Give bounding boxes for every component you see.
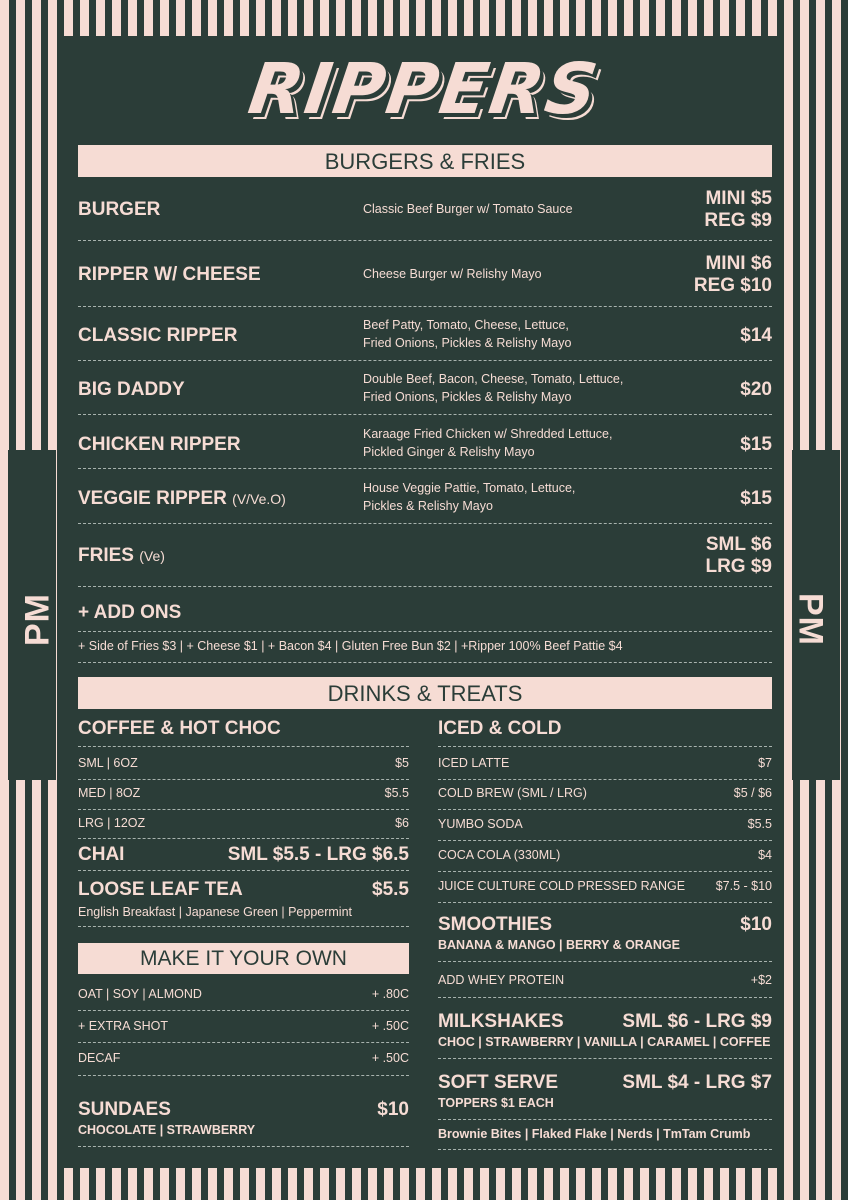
divider: [78, 306, 772, 307]
divider: [78, 746, 409, 747]
smoothies-flavours: BANANA & MANGO | BERRY & ORANGE: [438, 938, 680, 952]
softserve-price: SML $4 - LRG $7: [622, 1072, 772, 1093]
divider: [78, 1146, 409, 1147]
iced-title: ICED & COLD: [438, 718, 562, 739]
milkshakes-label: MILKSHAKES: [438, 1011, 564, 1032]
milkshakes-price: SML $6 - LRG $9: [622, 1011, 772, 1032]
item-desc: Double Beef, Bacon, Cheese, Tomato, Lettuce, Fried Onions, Pickles & Relishy Mayo: [363, 372, 624, 404]
divider: [78, 468, 772, 469]
divider: [438, 1058, 772, 1059]
iced-label: YUMBO SODA: [438, 817, 523, 831]
iced-label: JUICE CULTURE COLD PRESSED RANGE: [438, 879, 686, 893]
item-price: MINI $5 REG $9: [704, 188, 772, 231]
iced-price: $5.5: [747, 817, 772, 831]
iced-price: $7.5 - $10: [715, 879, 772, 893]
divider: [438, 809, 772, 810]
item-name: VEGGIE RIPPER (V/Ve.O): [78, 488, 286, 509]
addon-price: + .80C: [371, 987, 409, 1001]
addons-title: + ADD ONS: [78, 602, 182, 623]
burgers-section-title: BURGERS & FRIES: [78, 145, 772, 177]
drinks-section-title: DRINKS & TREATS: [78, 677, 772, 709]
iced-price: $4: [758, 848, 772, 862]
menu-item: [78, 370, 772, 420]
divider: [438, 746, 772, 747]
item-price: $14: [740, 325, 772, 346]
menu-item: [78, 479, 772, 529]
divider: [438, 1149, 772, 1150]
make-own-title: MAKE IT YOUR OWN: [78, 943, 409, 974]
item-price: $15: [740, 434, 772, 455]
iced-price: $5 / $6: [733, 786, 772, 800]
divider: [78, 360, 772, 361]
divider: [438, 961, 772, 962]
divider: [438, 1119, 772, 1120]
side-label-left: PM: [18, 593, 57, 646]
item-price: $15: [740, 488, 772, 509]
sundaes-flavours: CHOCOLATE | STRAWBERRY: [78, 1123, 256, 1137]
item-desc: Karaage Fried Chicken w/ Shredded Lettuce, Pickled Ginger & Relishy Mayo: [363, 427, 613, 459]
coffee-size-label: MED | 8OZ: [78, 786, 141, 800]
divider: [78, 662, 772, 663]
divider: [78, 631, 772, 632]
coffee-size-price: $6: [395, 816, 409, 830]
coffee-title: COFFEE & HOT CHOC: [78, 718, 281, 739]
divider: [438, 902, 772, 903]
divider: [78, 838, 409, 839]
chai-price: SML $5.5 - LRG $6.5: [227, 844, 409, 865]
divider: [78, 1042, 409, 1043]
iced-price: $7: [758, 756, 772, 770]
addon-price: + .50C: [371, 1019, 409, 1033]
addon-label: OAT | SOY | ALMOND: [78, 987, 202, 1001]
divider: [438, 871, 772, 872]
divider: [78, 523, 772, 524]
divider: [78, 1075, 409, 1076]
divider: [78, 809, 409, 810]
divider: [78, 1010, 409, 1011]
menu-item: [78, 533, 772, 589]
tea-label: LOOSE LEAF TEA: [78, 879, 243, 900]
side-label-right: PM: [791, 593, 830, 646]
sundaes-label: SUNDAES: [78, 1099, 171, 1120]
addon-label: DECAF: [78, 1051, 121, 1065]
item-name: CHICKEN RIPPER: [78, 434, 241, 455]
item-price: MINI $6 REG $10: [693, 253, 772, 296]
bottom-stripes: [64, 1168, 784, 1200]
item-name: FRIES (Ve): [78, 545, 165, 566]
item-name: RIPPER W/ CHEESE: [78, 264, 261, 285]
chai-label: CHAI: [78, 844, 125, 865]
menu-item: [78, 186, 772, 242]
smoothies-addon-label: ADD WHEY PROTEIN: [438, 973, 565, 987]
tea-price: $5.5: [372, 879, 409, 900]
item-desc: House Veggie Pattie, Tomato, Lettuce, Pickles & Relishy Mayo: [363, 481, 576, 513]
menu-panel: [64, 36, 784, 1168]
softserve-toppers-note: TOPPERS $1 EACH: [438, 1096, 554, 1110]
coffee-size-label: LRG | 12OZ: [78, 816, 146, 830]
divider: [438, 840, 772, 841]
top-stripes: [64, 0, 784, 36]
milkshakes-flavours: CHOC | STRAWBERRY | VANILLA | CARAMEL | COFFEE: [438, 1035, 771, 1049]
smoothies-addon-price: +$2: [750, 973, 772, 987]
menu-item: [78, 316, 772, 366]
menu-item: [78, 251, 772, 307]
item-price: $20: [740, 379, 772, 400]
divider: [78, 414, 772, 415]
softserve-label: SOFT SERVE: [438, 1072, 559, 1093]
softserve-toppers: Brownie Bites | Flaked Flake | Nerds | TmTam Crumb: [438, 1127, 751, 1141]
divider: [78, 586, 772, 587]
iced-label: COCA COLA (330ML): [438, 848, 561, 862]
item-price: SML $6 LRG $9: [705, 534, 772, 577]
item-desc: Beef Patty, Tomato, Cheese, Lettuce, Fried Onions, Pickles & Relishy Mayo: [363, 318, 572, 350]
item-name: CLASSIC RIPPER: [78, 325, 238, 346]
logo: RIPPERS: [243, 48, 605, 130]
divider: [78, 926, 409, 927]
item-desc: Classic Beef Burger w/ Tomato Sauce: [363, 202, 573, 216]
divider: [78, 240, 772, 241]
item-desc: Cheese Burger w/ Relishy Mayo: [363, 267, 542, 281]
tea-varieties: English Breakfast | Japanese Green | Peppermint: [78, 905, 353, 919]
iced-label: COLD BREW (SML / LRG): [438, 786, 587, 800]
divider: [438, 779, 772, 780]
sundaes-price: $10: [377, 1099, 409, 1120]
coffee-size-price: $5: [395, 756, 409, 770]
divider: [438, 997, 772, 998]
smoothies-price: $10: [740, 914, 772, 935]
addons-list: + Side of Fries $3 | + Cheese $1 | + Bacon $4 | Gluten Free Bun $2 | +Ripper 100% Beef Pattie $4: [78, 639, 623, 653]
iced-label: ICED LATTE: [438, 756, 510, 770]
smoothies-label: SMOOTHIES: [438, 914, 553, 935]
addon-price: + .50C: [371, 1051, 409, 1065]
divider: [78, 870, 409, 871]
divider: [78, 779, 409, 780]
item-name: BURGER: [78, 199, 161, 220]
item-name: BIG DADDY: [78, 379, 185, 400]
addon-label: + EXTRA SHOT: [78, 1019, 168, 1033]
coffee-size-label: SML | 6OZ: [78, 756, 138, 770]
coffee-size-price: $5.5: [384, 786, 409, 800]
